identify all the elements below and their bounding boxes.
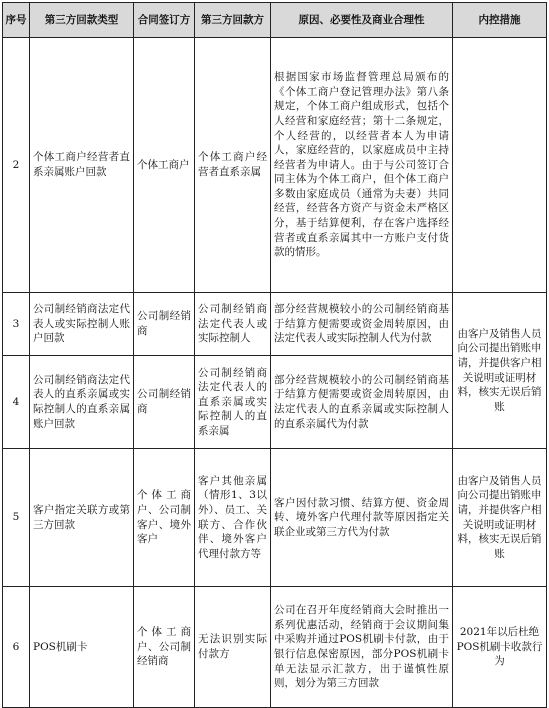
header-payer: 第三方回款方	[195, 3, 271, 38]
row-signer: 公司制经销商	[134, 356, 195, 449]
header-control: 内控措施	[453, 3, 547, 38]
row-type: 客户指定关联方或第三方回款	[30, 449, 134, 587]
row-payer: 客户其他亲属（情形1、3以外）、员工、关联方、合作伙伴、境外客户代理付款方等	[195, 449, 271, 587]
third-party-payment-table	[2, 2, 547, 708]
header-signer: 合同签订方	[134, 3, 195, 38]
row-payer: 无法识别实际付款方	[195, 587, 271, 708]
row-type: 公司制经销商法定代表人或实际控制人账户回款	[30, 293, 134, 356]
table-header-row	[3, 3, 547, 38]
header-no: 序号	[3, 3, 30, 38]
row-reason: 客户因付款习惯、结算方便、资金周转、境外客户代理付款等原因指定关联企业或第三方代为付款	[271, 449, 453, 587]
row-payer: 个体工商户经营者直系亲属	[195, 38, 271, 293]
row-type: 公司制经销商法定代表人的直系亲属或实际控制人的直系亲属账户回款	[30, 356, 134, 449]
row-control: 由客户及销售人员向公司提出销账申请，并提供客户相关说明或证明材料，核实无误后销账	[453, 449, 547, 587]
row-signer: 个体工商户、公司制客户、境外客户	[134, 449, 195, 587]
row-payer: 公司制经销商法定代表人或实际控制人	[195, 293, 271, 356]
header-type: 第三方回款类型	[30, 3, 134, 38]
table-row	[3, 293, 547, 356]
row-signer: 个体工商户	[134, 38, 195, 293]
row-control-merged: 由客户及销售人员向公司提出销账申请，并提供客户相关说明或证明材料，核实无误后销账	[453, 293, 547, 449]
row-no: 3	[3, 293, 30, 356]
row-no: 2	[3, 38, 30, 293]
table-row	[3, 587, 547, 708]
row-payer: 公司制经销商法定代表人的直系亲属或实际控制人的直系亲属	[195, 356, 271, 449]
row-no: 4	[3, 356, 30, 449]
row-signer: 个体工商户、公司制经销商	[134, 587, 195, 708]
row-no: 5	[3, 449, 30, 587]
row-reason: 部分经营规模较小的公司制经销商基于结算方便需要或资金周转原因，由法定代表人或实际控制人代为付款	[271, 293, 453, 356]
row-type: POS机刷卡	[30, 587, 134, 708]
table-row	[3, 38, 547, 293]
row-no: 6	[3, 587, 30, 708]
row-control: 2021年以后杜绝POS机刷卡收款行为	[453, 587, 547, 708]
table-row	[3, 449, 547, 587]
row-control	[453, 38, 547, 293]
row-signer: 公司制经销商	[134, 293, 195, 356]
row-reason: 部分经营规模较小的公司制经销商基于结算方便需要或资金周转原因，由法定代表人的直系亲属或实际控制人的直系亲属代为付款	[271, 356, 453, 449]
row-reason: 公司在召开年度经销商大会时推出一系列优惠活动，经销商于会议期间集中采购并通过POS机刷卡付款，由于银行信息保密原因，部分POS机刷卡单无法显示汇款方，出于谨慎性原则，划分为第三方回款	[271, 587, 453, 708]
header-reason: 原因、必要性及商业合理性	[271, 3, 453, 38]
row-type: 个体工商户经营者直系亲属账户回款	[30, 38, 134, 293]
row-reason: 根据国家市场监督管理总局颁布的《个体工商户登记管理办法》第八条规定，个体工商户组成形式，包括个人经营和家庭经营；第十二条规定，个人经营的，以经营者本人为申请人，家庭经营的，以家庭成员中主持经营者为申请人。由于与公司签订合同主体为个体工商户，但个体工商户多数由家庭成员（通常为夫妻）共同经营，经营各方资产与资金未严格区分，基于结算便利，存在客户选择经营者或直系亲属其中一方账户支付货款的情形。	[271, 38, 453, 293]
